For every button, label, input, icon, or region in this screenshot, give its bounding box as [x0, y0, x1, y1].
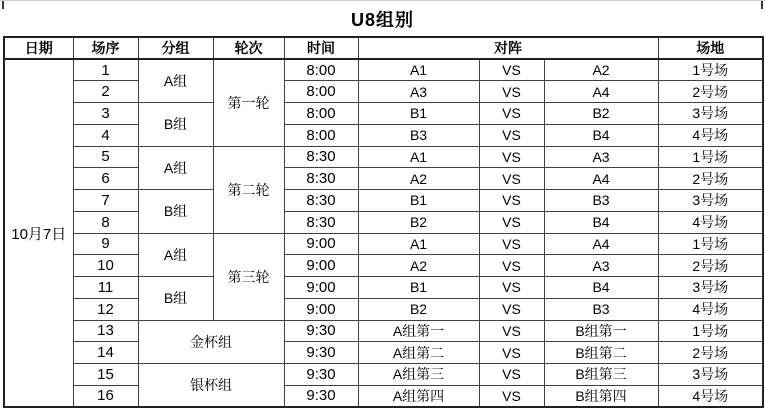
vs-cell: VS — [479, 103, 544, 125]
away-team-cell: A4 — [544, 81, 658, 103]
away-team-cell: B3 — [544, 298, 658, 320]
venue-cell: 4号场 — [658, 298, 763, 320]
match-no-cell: 9 — [73, 233, 138, 255]
round-cell: 第一轮 — [213, 59, 284, 146]
venue-cell: 1号场 — [658, 320, 763, 342]
col-header-matchup: 对阵 — [358, 37, 658, 59]
match-row — [4, 211, 763, 233]
home-team-cell: A2 — [358, 168, 479, 190]
match-no-cell: 6 — [73, 168, 138, 190]
match-row — [4, 81, 763, 103]
match-row — [4, 277, 763, 299]
vs-cell: VS — [479, 298, 544, 320]
venue-cell: 2号场 — [658, 81, 763, 103]
time-cell: 8:00 — [284, 103, 358, 125]
table-title-row — [0, 0, 765, 36]
col-header-venue: 场地 — [658, 37, 763, 59]
away-team-cell: B4 — [544, 277, 658, 299]
away-team-cell: B4 — [544, 211, 658, 233]
cup-group-cell: 银杯组 — [138, 364, 284, 408]
match-row — [4, 124, 763, 146]
time-cell: 9:00 — [284, 255, 358, 277]
vs-cell: VS — [479, 81, 544, 103]
table-header — [4, 37, 763, 59]
venue-cell: 1号场 — [658, 146, 763, 168]
venue-cell: 4号场 — [658, 385, 763, 407]
round-cell: 第三轮 — [213, 233, 284, 320]
vs-cell: VS — [479, 342, 544, 364]
col-header-round: 轮次 — [213, 37, 284, 59]
venue-cell: 2号场 — [658, 342, 763, 364]
match-no-cell: 3 — [73, 103, 138, 125]
away-team-cell: A3 — [544, 146, 658, 168]
venue-cell: 1号场 — [658, 59, 763, 81]
match-no-cell: 4 — [73, 124, 138, 146]
time-cell: 9:30 — [284, 385, 358, 407]
group-cell: B组 — [138, 190, 213, 234]
away-team-cell: A2 — [544, 59, 658, 81]
page-title: U8组别 — [350, 9, 414, 30]
time-cell: 9:00 — [284, 298, 358, 320]
home-team-cell: A2 — [358, 255, 479, 277]
home-team-cell: A3 — [358, 81, 479, 103]
match-no-cell: 16 — [73, 385, 138, 407]
group-cell: A组 — [138, 59, 213, 103]
home-team-cell: B1 — [358, 190, 479, 212]
match-row — [4, 59, 763, 81]
vs-cell: VS — [479, 320, 544, 342]
home-team-cell: A组第三 — [358, 364, 479, 386]
venue-cell: 3号场 — [658, 364, 763, 386]
vs-cell: VS — [479, 124, 544, 146]
time-cell: 8:30 — [284, 211, 358, 233]
group-cell: A组 — [138, 233, 213, 277]
col-header-date: 日期 — [4, 37, 73, 59]
match-no-cell: 13 — [73, 320, 138, 342]
col-header-seq: 场序 — [73, 37, 138, 59]
match-no-cell: 2 — [73, 81, 138, 103]
time-cell: 8:30 — [284, 146, 358, 168]
away-team-cell: A4 — [544, 233, 658, 255]
venue-cell: 4号场 — [658, 211, 763, 233]
home-team-cell: B2 — [358, 211, 479, 233]
vs-cell: VS — [479, 364, 544, 386]
schedule-table — [3, 36, 764, 408]
time-cell: 9:30 — [284, 342, 358, 364]
vs-cell: VS — [479, 255, 544, 277]
time-cell: 9:00 — [284, 233, 358, 255]
match-row — [4, 298, 763, 320]
home-team-cell: B2 — [358, 298, 479, 320]
match-no-cell: 10 — [73, 255, 138, 277]
match-row — [4, 190, 763, 212]
match-no-cell: 7 — [73, 190, 138, 212]
away-team-cell: A4 — [544, 168, 658, 190]
match-row — [4, 168, 763, 190]
match-row — [4, 103, 763, 125]
match-row — [4, 342, 763, 364]
venue-cell: 1号场 — [658, 233, 763, 255]
time-cell: 9:00 — [284, 277, 358, 299]
home-team-cell: A组第二 — [358, 342, 479, 364]
match-row — [4, 233, 763, 255]
match-row — [4, 364, 763, 386]
match-no-cell: 15 — [73, 364, 138, 386]
vs-cell: VS — [479, 211, 544, 233]
venue-cell: 2号场 — [658, 168, 763, 190]
vs-cell: VS — [479, 385, 544, 407]
round-cell: 第二轮 — [213, 146, 284, 233]
vs-cell: VS — [479, 59, 544, 81]
time-cell: 9:30 — [284, 364, 358, 386]
venue-cell: 4号场 — [658, 124, 763, 146]
home-team-cell: B1 — [358, 277, 479, 299]
time-cell: 8:30 — [284, 168, 358, 190]
cup-group-cell: 金杯组 — [138, 320, 284, 364]
home-team-cell: A1 — [358, 59, 479, 81]
vs-cell: VS — [479, 168, 544, 190]
table-body — [4, 59, 763, 407]
venue-cell: 3号场 — [658, 103, 763, 125]
away-team-cell: B4 — [544, 124, 658, 146]
col-header-time: 时间 — [284, 37, 358, 59]
home-team-cell: A1 — [358, 146, 479, 168]
group-cell: B组 — [138, 277, 213, 321]
match-row — [4, 255, 763, 277]
time-cell: 8:00 — [284, 59, 358, 81]
venue-cell: 3号场 — [658, 277, 763, 299]
group-cell: B组 — [138, 103, 213, 147]
match-no-cell: 14 — [73, 342, 138, 364]
col-header-group: 分组 — [138, 37, 213, 59]
border-tick-right — [761, 1, 763, 9]
border-tick-left — [2, 1, 4, 9]
header-row — [4, 37, 763, 59]
match-no-cell: 5 — [73, 146, 138, 168]
date-cell: 10月7日 — [4, 59, 73, 407]
away-team-cell: B组第三 — [544, 364, 658, 386]
away-team-cell: A3 — [544, 255, 658, 277]
away-team-cell: B组第四 — [544, 385, 658, 407]
home-team-cell: B3 — [358, 124, 479, 146]
match-no-cell: 1 — [73, 59, 138, 81]
match-no-cell: 8 — [73, 211, 138, 233]
group-cell: A组 — [138, 146, 213, 190]
match-no-cell: 11 — [73, 277, 138, 299]
venue-cell: 3号场 — [658, 190, 763, 212]
match-row — [4, 320, 763, 342]
match-no-cell: 12 — [73, 298, 138, 320]
match-row — [4, 146, 763, 168]
vs-cell: VS — [479, 233, 544, 255]
home-team-cell: A组第一 — [358, 320, 479, 342]
vs-cell: VS — [479, 146, 544, 168]
home-team-cell: A1 — [358, 233, 479, 255]
away-team-cell: B2 — [544, 103, 658, 125]
match-row — [4, 385, 763, 407]
time-cell: 8:00 — [284, 81, 358, 103]
vs-cell: VS — [479, 190, 544, 212]
away-team-cell: B组第一 — [544, 320, 658, 342]
home-team-cell: B1 — [358, 103, 479, 125]
away-team-cell: B3 — [544, 190, 658, 212]
home-team-cell: A组第四 — [358, 385, 479, 407]
vs-cell: VS — [479, 277, 544, 299]
away-team-cell: B组第二 — [544, 342, 658, 364]
time-cell: 8:00 — [284, 124, 358, 146]
time-cell: 8:30 — [284, 190, 358, 212]
time-cell: 9:30 — [284, 320, 358, 342]
venue-cell: 2号场 — [658, 255, 763, 277]
